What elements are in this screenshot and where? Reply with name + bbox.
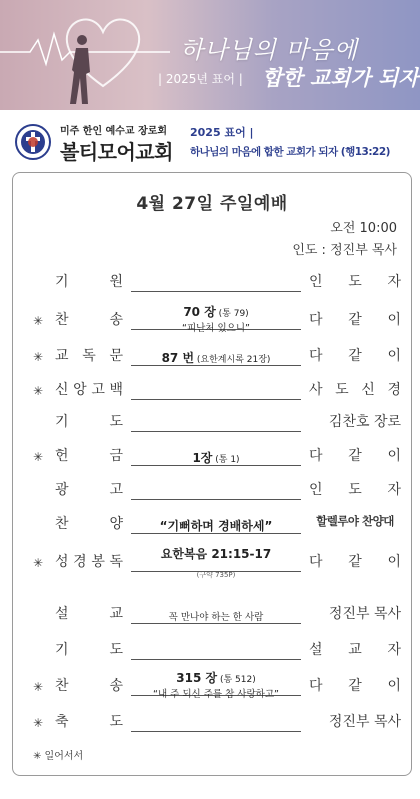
order-detail — [125, 667, 307, 700]
order-responsible: 다 같 이 — [309, 678, 401, 694]
order-responsible: 설 교 자 — [309, 642, 401, 658]
standing-marker: ✳ — [33, 450, 44, 464]
order-detail — [125, 543, 307, 581]
order-responsible: 인 도 자 — [309, 482, 401, 498]
fill-line — [131, 291, 301, 292]
order-label: 찬 양 — [55, 516, 123, 532]
order-label: 신 앙 고 백 — [55, 382, 123, 398]
order-responsible: 다 같 이 — [309, 448, 401, 464]
order-row — [13, 443, 411, 473]
standing-marker: ✳ — [33, 716, 44, 730]
detail-main: 315 장 — [176, 671, 218, 685]
service-title: 4월 27일 주일예배 — [136, 194, 288, 214]
detail-main: 87 번 — [161, 351, 195, 365]
order-row — [13, 307, 411, 337]
order-responsible: 다 같 이 — [309, 554, 401, 570]
church-header — [12, 120, 412, 166]
service-time: 오전 10:00 — [330, 221, 397, 236]
detail-main: “기뻐하며 경배하세” — [159, 519, 273, 533]
order-detail — [125, 605, 307, 624]
fill-line — [131, 499, 301, 500]
church-logo-icon — [14, 123, 52, 161]
order-responsible: 정진부 목사 — [328, 714, 401, 730]
standing-marker: ✳ — [33, 314, 44, 328]
motto-text: 하나님의 마음에 합한 교회가 되자 (행13:22) — [190, 146, 390, 158]
banner — [0, 0, 420, 110]
church-name: 볼티모어교회 — [60, 140, 173, 164]
standing-marker: ✳ — [33, 350, 44, 364]
order-detail — [125, 347, 307, 366]
detail-sub: (요한계시록 21장) — [194, 355, 271, 365]
order-detail — [125, 515, 307, 534]
banner-year-label: | 2025년 표어 | — [158, 72, 243, 86]
banner-tagline: 합한 교회가 되자 — [262, 65, 419, 90]
order-row — [13, 709, 411, 739]
order-row — [13, 549, 411, 579]
order-responsible: 정진부 목사 — [328, 606, 401, 622]
motto-title: 2025 표어 | — [190, 126, 254, 139]
standing-marker: ✳ — [33, 680, 44, 694]
order-responsible: 다 같 이 — [309, 312, 401, 328]
service-leader: 인도 : 정진부 목사 — [292, 243, 397, 258]
order-responsible: 김찬호 장로 — [328, 414, 401, 430]
order-label: 교 독 문 — [55, 348, 123, 364]
order-label: 기 도 — [55, 642, 123, 658]
fill-line — [131, 399, 301, 400]
order-row — [13, 377, 411, 407]
detail-sub: (통 512) — [217, 675, 256, 685]
person-silhouette-icon — [62, 32, 98, 106]
detail-sub: 꼭 만나야 하는 한 사람 — [168, 612, 264, 623]
order-label: 기 도 — [55, 414, 123, 430]
detail-sub: (통 1) — [212, 455, 240, 465]
order-row — [13, 511, 411, 541]
detail-title: “피난처 있으니” — [182, 323, 250, 334]
order-row — [13, 409, 411, 439]
order-row — [13, 601, 411, 631]
detail-main: 70 장 — [183, 305, 216, 319]
order-responsible: 인 도 자 — [309, 274, 401, 290]
order-label: 헌 금 — [55, 448, 123, 464]
order-label: 기 원 — [55, 274, 123, 290]
detail-sub: (통 79) — [215, 309, 249, 319]
fill-line — [131, 431, 301, 432]
worship-order-card — [12, 172, 412, 776]
order-label: 찬 송 — [55, 678, 123, 694]
order-row — [13, 637, 411, 667]
order-responsible: 사 도 신 경 — [309, 382, 401, 398]
order-label: 성 경 봉 독 — [55, 554, 123, 570]
order-detail — [125, 301, 307, 334]
order-responsible: 다 같 이 — [309, 348, 401, 364]
order-row — [13, 477, 411, 507]
fill-line — [131, 731, 301, 732]
order-row — [13, 269, 411, 299]
standing-note: ✳ 일어서서 — [33, 751, 84, 762]
order-detail — [125, 447, 307, 466]
order-label: 축 도 — [55, 714, 123, 730]
order-label: 설 교 — [55, 606, 123, 622]
order-label: 찬 송 — [55, 312, 123, 328]
detail-sub: (구약 735P) — [196, 571, 236, 579]
detail-title: “내 주 되신 주를 참 사랑하고” — [153, 689, 279, 700]
order-row — [13, 343, 411, 373]
order-responsible: 할렐루야 찬양대 — [316, 514, 394, 528]
banner-headline: 하나님의 마음에 — [180, 36, 358, 64]
order-label: 광 고 — [55, 482, 123, 498]
standing-marker: ✳ — [33, 384, 44, 398]
order-row — [13, 673, 411, 703]
standing-marker: ✳ — [33, 556, 44, 570]
detail-main: 요한복음 21:15-17 — [160, 547, 272, 561]
fill-line — [131, 659, 301, 660]
denomination: 미주 한인 예수교 장로회 — [60, 126, 168, 137]
detail-main: 1장 — [192, 451, 213, 465]
